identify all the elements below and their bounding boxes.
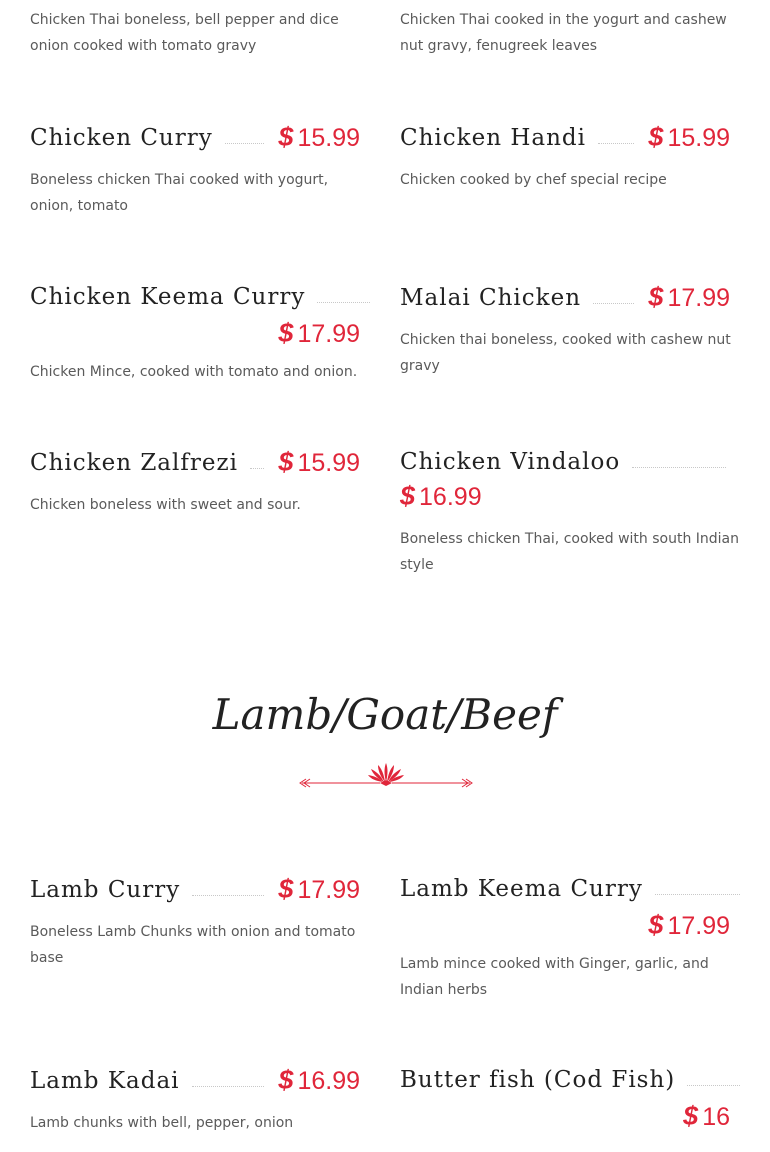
currency-symbol: $ [278,447,294,477]
dotted-leader [192,894,264,896]
currency-symbol: $ [648,282,664,312]
menu-item-description: Chicken Thai cooked in the yogurt and cashew nut gravy, fenugreek leaves [400,12,727,54]
menu-item [400,1063,740,1134]
menu-item-price [400,479,482,514]
menu-item-description: Lamb mince cooked with Ginger, garlic, and Indian herbs [400,956,709,998]
price-value: 16.99 [297,1067,360,1095]
currency-symbol: $ [400,481,416,511]
dotted-leader [593,302,634,304]
dotted-leader [225,142,265,144]
menu-item-name: Lamb Curry [30,877,181,903]
menu-item [400,120,740,193]
currency-symbol: $ [278,122,294,152]
menu-item-description: Chicken Thai boneless, bell pepper and dice onion cooked with tomato gravy [30,12,339,54]
currency-symbol: $ [648,122,664,152]
currency-symbol: $ [648,910,664,940]
menu-item-description: Boneless chicken Thai cooked with yogurt, onion, tomato [30,172,329,214]
menu-item-name: Butter fish (Cod Fish) [400,1067,676,1093]
dotted-leader [655,893,740,895]
dotted-leader [632,466,726,468]
menu-item-price [278,445,360,480]
menu-item-name: Chicken Curry [30,125,213,151]
dotted-leader [317,301,370,303]
currency-symbol: $ [278,318,294,348]
menu-item-price [648,120,730,155]
price-value: 15.99 [297,449,360,477]
price-value: 15.99 [667,124,730,152]
menu-item [400,445,740,578]
menu-item-name: Chicken Zalfrezi [30,450,238,476]
price-value: 17.99 [667,912,730,940]
menu-item-price [278,872,360,907]
menu-item-price [683,1099,730,1134]
menu-item [30,120,370,219]
menu-item [30,1063,370,1136]
menu-item-name: Chicken Handi [400,125,586,151]
menu-item-name: Chicken Keema Curry [30,284,306,310]
menu-item [400,280,740,379]
menu-item [30,280,370,385]
menu-item-description: Boneless chicken Thai, cooked with south Indian style [400,531,740,573]
menu-item-description: Boneless Lamb Chunks with onion and tomato base [30,924,356,966]
price-value: 16 [702,1103,730,1131]
menu-item-description: Chicken cooked by chef special recipe [400,172,667,188]
menu-item-name: Lamb Kadai [30,1068,180,1094]
dotted-leader [598,142,634,144]
price-value: 17.99 [297,320,360,348]
menu-item-name: Lamb Keema Curry [400,876,643,902]
currency-symbol: $ [278,874,294,904]
dotted-leader [250,467,264,469]
price-value: 17.99 [667,284,730,312]
menu-item-price [648,908,730,943]
menu-item-name: Chicken Vindaloo [400,449,621,475]
section-title: Lamb/Goat/Beef [212,690,558,739]
menu-item [30,445,370,518]
currency-symbol: $ [683,1101,699,1131]
menu-item [30,872,370,971]
price-value: 17.99 [297,876,360,904]
price-value: 16.99 [419,483,482,511]
menu-item-price [278,316,360,351]
currency-symbol: $ [278,1065,294,1095]
lotus-divider-icon [296,760,476,790]
price-value: 15.99 [297,124,360,152]
dotted-leader [687,1084,740,1086]
menu-item [400,872,740,1003]
menu-item-description: Lamb chunks with bell, pepper, onion [30,1115,294,1131]
menu-item-name: Malai Chicken [400,285,582,311]
menu-item-description: Chicken boneless with sweet and sour. [30,497,301,513]
menu-item-price [278,120,360,155]
dotted-leader [192,1085,265,1087]
menu-item-price [648,280,730,315]
menu-item-description: Chicken Mince, cooked with tomato and onion. [30,364,358,380]
menu-item-description: Chicken thai boneless, cooked with cashew nut gravy [400,332,731,374]
menu-item-price [278,1063,360,1098]
